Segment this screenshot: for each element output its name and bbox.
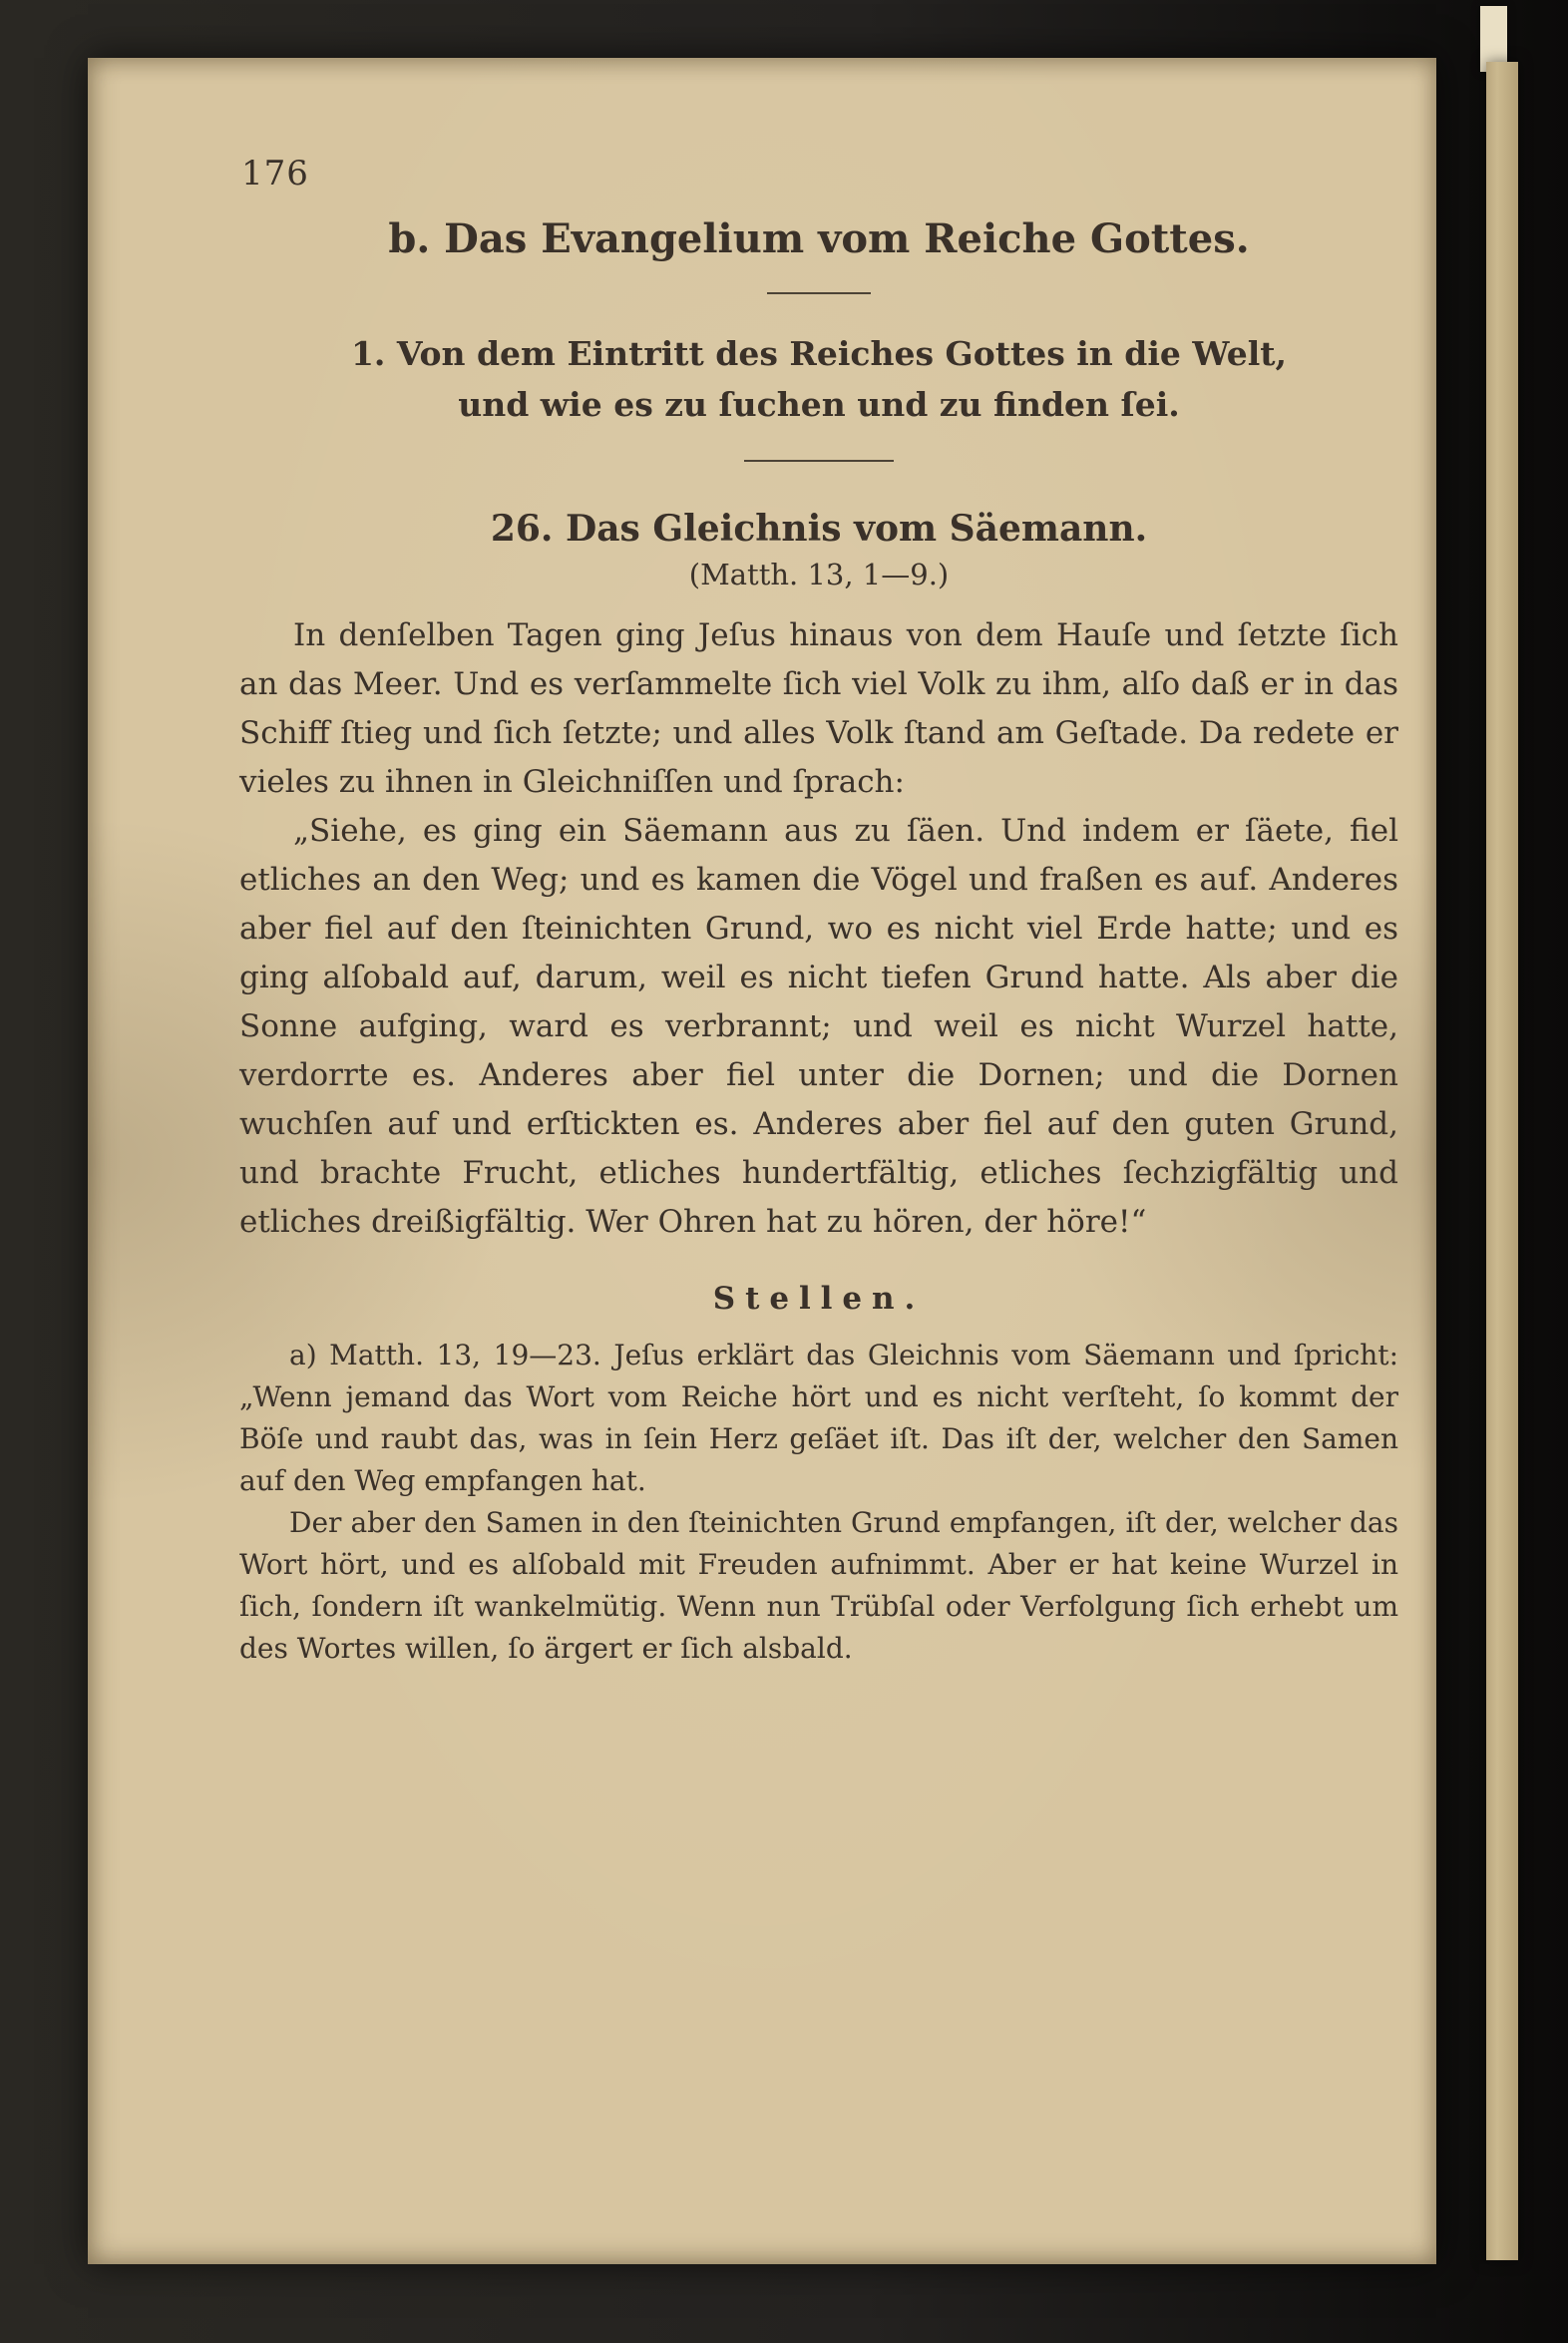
parable-text xyxy=(239,611,1398,1247)
parable-paragraph: In denſelben Tagen ging Jeſus hinaus von dem Hauſe und ſetzte ſich an das Meer. Und es verſammelte ſich viel Volk zu ihm, alſo daß er in das Schiff ſtieg und ſich ſetzte; und alles Volk ſtand am Geſtade. Da redete er vieles zu ihnen in Gleichniſſen und ſprach: xyxy=(239,617,1398,801)
divider xyxy=(767,292,871,294)
stellen-text xyxy=(239,1335,1398,1670)
section-heading: 1. Von dem Eintritt des Reiches Gottes in die Welt, und wie es zu ſuchen und zu finden ſei. xyxy=(350,334,1288,425)
scripture-reference: (Matth. 13, 1—9.) xyxy=(688,558,950,592)
divider xyxy=(744,460,894,462)
book-page xyxy=(88,58,1436,2264)
parable-title: 26. Das Gleichnis vom Säemann. xyxy=(490,508,1148,551)
chapter-heading: b. Das Evangelium vom Reiche Gottes. xyxy=(388,215,1250,262)
stellen-heading: Stellen. xyxy=(712,1280,926,1317)
parable-paragraph: „Siehe, es ging ein Säemann aus zu ſäen. Und indem er ſäete, fiel etliches an den Weg; und es kamen die Vögel und fraßen es auf. Anderes aber fiel auf den ſteinichten Grund, wo es nicht viel Erde hatte; und es ging alſobald auf, darum, weil es nicht tiefen Grund hatte. Als aber die Sonne aufging, ward es verbrannt; und weil es nicht Wurzel hatte, verdorrte es. Anderes aber fiel unter die Dornen; und die Dornen wuchſen auf und erſtickten es. Anderes aber fiel auf den guten Grund, und brachte Frucht, etliches hundertfältig, etliches ſechzigfältig und etliches dreißigfältig. Wer Ohren hat zu hören, der höre!“ xyxy=(239,813,1398,1240)
next-page-edge xyxy=(1486,62,1518,2260)
stellen-paragraph: Der aber den Samen in den ſteinichten Grund empfangen, iſt der, welcher das Wort hört, und es alſobald mit Freuden aufnimmt. Aber er hat keine Wurzel in ſich, ſondern iſt wankelmütig. Wenn nun Trübſal oder Verfolgung ſich erhebt um des Wortes willen, ſo ärgert er ſich alsbald. xyxy=(239,1505,1398,1665)
page-number: 176 xyxy=(241,154,309,194)
page-content xyxy=(239,154,1398,1670)
stellen-paragraph: a) Matth. 13, 19—23. Jeſus erklärt das Gleichnis vom Säemann und ſpricht: „Wenn jemand das Wort vom Reiche hört und es nicht verſteht, ſo kommt der Böſe und raubt das, was in ſein Herz geſäet iſt. Das iſt der, welcher den Samen auf den Weg empfangen hat. xyxy=(239,1338,1398,1497)
